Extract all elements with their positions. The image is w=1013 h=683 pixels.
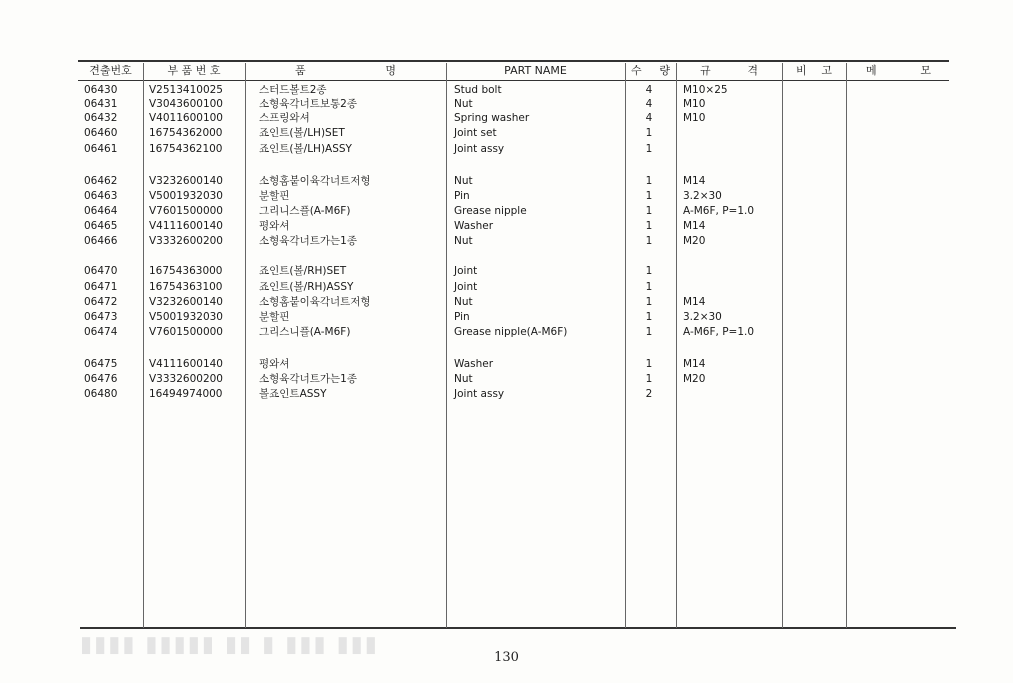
cell-name-en: Stud bolt	[454, 84, 502, 96]
cell-pos: 06471	[84, 281, 118, 293]
col-sep-4	[625, 63, 626, 628]
header-spec-a: 규	[700, 64, 711, 77]
header-name-ko-a: 품	[295, 64, 306, 77]
cell-pos: 06465	[84, 220, 118, 232]
cell-name-en: Nut	[454, 373, 473, 385]
cell-qty: 1	[645, 175, 653, 187]
cell-name-en: Nut	[454, 296, 473, 308]
cell-qty: 4	[645, 84, 653, 96]
header-pos-label: 견출번호	[89, 64, 132, 77]
cell-qty: 1	[645, 143, 653, 155]
cell-pos: 06476	[84, 373, 118, 385]
cell-name-en: Spring washer	[454, 112, 530, 124]
header-memo	[846, 61, 949, 79]
cell-name-ko: 소형홈붙이육각너트저형	[259, 296, 371, 308]
cell-name-ko: 평와셔	[259, 358, 290, 370]
cell-qty: 1	[645, 311, 653, 323]
cell-spec: M10×25	[683, 84, 728, 96]
cell-part-no: V3332600200	[149, 235, 223, 247]
cell-name-ko: 볼죠인트ASSY	[259, 388, 327, 400]
header-name-en	[446, 61, 625, 79]
cell-part-no: V3232600140	[149, 296, 223, 308]
cell-name-ko: 소형홈붙이육각너트저형	[259, 175, 371, 187]
cell-spec: M14	[683, 175, 706, 187]
col-sep-1	[143, 63, 144, 628]
cell-part-no: V2513410025	[149, 84, 223, 96]
cell-name-en: Joint set	[454, 127, 497, 139]
cell-name-en: Washer	[454, 358, 494, 370]
cell-qty: 1	[645, 205, 653, 217]
cell-spec: M20	[683, 235, 706, 247]
cell-pos: 06432	[84, 112, 118, 124]
cell-pos: 06470	[84, 265, 118, 277]
cell-part-no: V4111600140	[149, 358, 223, 370]
cell-name-en: Nut	[454, 98, 473, 110]
cell-name-ko: 죠인트(볼/RH)ASSY	[259, 281, 354, 293]
cell-pos: 06473	[84, 311, 118, 323]
col-sep-2	[245, 63, 246, 628]
cell-pos: 06461	[84, 143, 118, 155]
cell-name-en: Joint	[454, 281, 478, 293]
header-name-ko	[245, 61, 446, 79]
cell-qty: 1	[645, 326, 653, 338]
cell-spec: 3.2×30	[683, 190, 722, 202]
cell-name-ko: 소형육각너트가는1종	[259, 373, 357, 385]
col-sep-7	[846, 63, 847, 628]
cell-spec: A-M6F, P=1.0	[683, 205, 755, 217]
cell-qty: 1	[645, 296, 653, 308]
cell-pos: 06480	[84, 388, 118, 400]
cell-spec: 3.2×30	[683, 311, 722, 323]
cell-spec: M10	[683, 112, 706, 124]
cell-part-no: V3332600200	[149, 373, 223, 385]
cell-name-ko: 죠인트(볼/LH)SET	[259, 127, 345, 139]
cell-name-ko: 죠인트(볼/LH)ASSY	[259, 143, 352, 155]
cell-part-no: V7601500000	[149, 205, 223, 217]
header-part-no	[143, 61, 245, 79]
header-bottom-rule	[78, 80, 949, 81]
cell-pos: 06462	[84, 175, 118, 187]
header-qty-a: 수	[631, 64, 642, 77]
cell-pos: 06464	[84, 205, 118, 217]
header-pos	[78, 61, 143, 79]
cell-name-ko: 그리스니플(A-M6F)	[259, 326, 351, 338]
cell-name-ko: 스프링와셔	[259, 112, 310, 124]
header-spec-b: 격	[747, 64, 758, 77]
cell-qty: 1	[645, 190, 653, 202]
cell-qty: 1	[645, 235, 653, 247]
cell-name-ko: 분할핀	[259, 190, 290, 202]
header-qty	[625, 61, 676, 79]
cell-spec: A-M6F, P=1.0	[683, 326, 755, 338]
header-qty-b: 량	[659, 64, 670, 77]
header-spec	[676, 61, 782, 79]
cell-name-en: Grease nipple	[454, 205, 527, 217]
header-note-b: 고	[821, 64, 832, 77]
cell-name-ko: 소형육각너트보통2종	[259, 98, 357, 110]
cell-part-no: V4111600140	[149, 220, 223, 232]
cell-name-en: Pin	[454, 311, 470, 323]
cell-name-ko: 그리니스플(A-M6F)	[259, 205, 351, 217]
cell-pos: 06431	[84, 98, 118, 110]
cell-pos: 06463	[84, 190, 118, 202]
cell-name-en: Pin	[454, 190, 470, 202]
col-sep-3	[446, 63, 447, 628]
table-bottom-rule	[80, 627, 956, 629]
cell-qty: 1	[645, 220, 653, 232]
cell-qty: 1	[645, 281, 653, 293]
back-page-bleed: ▮▮▮▮ ▮▮▮▮▮ ▮▮ ▮ ▮▮▮ ▮▮▮	[80, 634, 379, 659]
cell-qty: 1	[645, 127, 653, 139]
col-sep-5	[676, 63, 677, 628]
header-name-en-label: PART NAME	[504, 63, 567, 77]
cell-part-no: 16494974000	[149, 388, 223, 400]
cell-pos: 06474	[84, 326, 118, 338]
cell-spec: M14	[683, 296, 706, 308]
col-sep-6	[782, 63, 783, 628]
cell-name-en: Nut	[454, 175, 473, 187]
page-number: 130	[494, 650, 519, 665]
cell-name-ko: 소형육각너트가는1종	[259, 235, 357, 247]
cell-pos: 06472	[84, 296, 118, 308]
header-name-ko-b: 명	[385, 64, 396, 77]
header-memo-a: 메	[866, 64, 877, 77]
cell-qty: 1	[645, 358, 653, 370]
cell-pos: 06466	[84, 235, 118, 247]
cell-part-no: V5001932030	[149, 311, 223, 323]
cell-part-no: V5001932030	[149, 190, 223, 202]
cell-name-en: Joint assy	[454, 143, 505, 155]
cell-part-no: 16754363000	[149, 265, 223, 277]
cell-part-no: V3043600100	[149, 98, 223, 110]
cell-spec: M14	[683, 358, 706, 370]
cell-name-ko: 평와셔	[259, 220, 290, 232]
cell-name-en: Joint assy	[454, 388, 505, 400]
cell-pos: 06475	[84, 358, 118, 370]
header-part-no-label: 부 품 번 호	[167, 64, 221, 77]
cell-spec: M10	[683, 98, 706, 110]
cell-pos: 06460	[84, 127, 118, 139]
cell-name-en: Nut	[454, 235, 473, 247]
cell-qty: 4	[645, 98, 653, 110]
cell-qty: 1	[645, 373, 653, 385]
cell-pos: 06430	[84, 84, 118, 96]
header-note-a: 비	[796, 64, 807, 77]
cell-part-no: 16754363100	[149, 281, 223, 293]
cell-name-en: Washer	[454, 220, 494, 232]
cell-part-no: V4011600100	[149, 112, 223, 124]
cell-part-no: V3232600140	[149, 175, 223, 187]
cell-qty: 1	[645, 265, 653, 277]
cell-name-en: Grease nipple(A-M6F)	[454, 326, 568, 338]
header-note	[782, 61, 846, 79]
cell-name-ko: 분할핀	[259, 311, 290, 323]
cell-name-en: Joint	[454, 265, 478, 277]
cell-part-no: V7601500000	[149, 326, 223, 338]
cell-spec: M14	[683, 220, 706, 232]
cell-spec: M20	[683, 373, 706, 385]
cell-part-no: 16754362000	[149, 127, 223, 139]
cell-qty: 4	[645, 112, 653, 124]
cell-name-ko: 스터드볼트2종	[259, 84, 327, 96]
cell-part-no: 16754362100	[149, 143, 223, 155]
cell-name-ko: 죠인트(볼/RH)SET	[259, 265, 347, 277]
cell-qty: 2	[645, 388, 653, 400]
header-memo-b: 모	[920, 64, 931, 77]
